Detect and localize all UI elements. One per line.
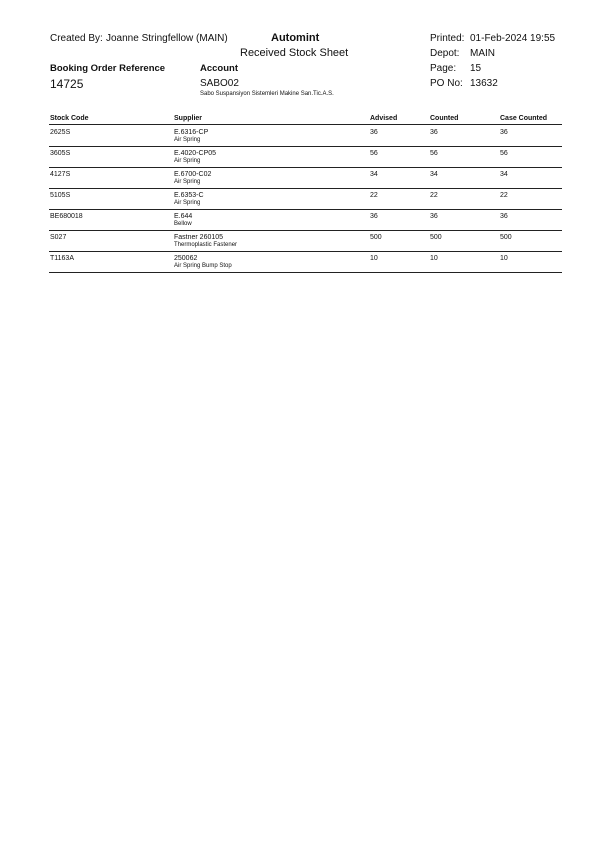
cell-description: Air Spring <box>174 137 201 143</box>
header-rule <box>49 124 562 125</box>
created-by-value: Joanne Stringfellow (MAIN) <box>106 33 228 44</box>
cell-case-counted: 10 <box>500 255 508 262</box>
cell-case-counted: 36 <box>500 213 508 220</box>
cell-advised: 36 <box>370 213 378 220</box>
cell-case-counted: 36 <box>500 129 508 136</box>
cell-stock-code: BE680018 <box>50 213 83 220</box>
cell-stock-code: S027 <box>50 234 67 241</box>
cell-description: Air Spring <box>174 200 201 206</box>
cell-advised: 10 <box>370 255 378 262</box>
page-value: 15 <box>470 63 482 74</box>
cell-counted: 56 <box>430 150 438 157</box>
printed-label: Printed: <box>430 33 465 44</box>
col-header-advised: Advised <box>370 115 398 122</box>
cell-description: Air Spring <box>174 158 201 164</box>
cell-advised: 56 <box>370 150 378 157</box>
printed-value: 01-Feb-2024 19:55 <box>470 33 556 44</box>
row-divider <box>49 272 562 273</box>
cell-description: Air Spring <box>174 179 201 185</box>
cell-description: Bellow <box>174 221 192 227</box>
col-header-case-counted: Case Counted <box>500 115 548 122</box>
cell-case-counted: 56 <box>500 150 508 157</box>
col-header-stock-code: Stock Code <box>50 115 89 122</box>
cell-description: Air Spring Bump Stop <box>174 263 232 269</box>
cell-counted: 500 <box>430 234 442 241</box>
cell-stock-code: 4127S <box>50 171 71 178</box>
row-divider <box>49 209 562 210</box>
cell-stock-code: T1163A <box>50 255 74 262</box>
cell-stock-code: 2625S <box>50 129 71 136</box>
company-name: Automint <box>271 32 320 44</box>
cell-supplier: E.6316-CP <box>174 129 209 136</box>
cell-advised: 36 <box>370 129 378 136</box>
cell-counted: 34 <box>430 171 438 178</box>
row-divider <box>49 251 562 252</box>
row-divider <box>49 146 562 147</box>
row-divider <box>49 230 562 231</box>
cell-advised: 500 <box>370 234 382 241</box>
cell-stock-code: 3605S <box>50 150 71 157</box>
document-title: Received Stock Sheet <box>240 47 349 59</box>
cell-advised: 34 <box>370 171 378 178</box>
cell-supplier: E.6353-C <box>174 192 204 199</box>
account-label: Account <box>200 63 238 74</box>
cell-supplier: 250062 <box>174 255 198 262</box>
cell-counted: 36 <box>430 129 438 136</box>
cell-counted: 22 <box>430 192 438 199</box>
created-by-label: Created By: <box>50 33 103 44</box>
cell-supplier: E.644 <box>174 213 193 220</box>
booking-ref-label: Booking Order Reference <box>50 63 166 74</box>
cell-counted: 36 <box>430 213 438 220</box>
cell-description: Thermoplastic Fastener <box>174 242 238 248</box>
col-header-counted: Counted <box>430 115 459 122</box>
cell-stock-code: 5105S <box>50 192 71 199</box>
row-divider <box>49 167 562 168</box>
po-label: PO No: <box>430 78 463 89</box>
cell-supplier: Fastner 260105 <box>174 234 224 241</box>
po-value: 13632 <box>470 78 498 89</box>
booking-ref-value: 14725 <box>50 77 84 91</box>
cell-counted: 10 <box>430 255 438 262</box>
cell-case-counted: 34 <box>500 171 508 178</box>
col-header-supplier: Supplier <box>174 115 203 122</box>
cell-case-counted: 500 <box>500 234 512 241</box>
account-name: Sabo Suspansiyon Sistemleri Makine San.Tic.A.S. <box>200 91 334 97</box>
cell-advised: 22 <box>370 192 378 199</box>
depot-value: MAIN <box>470 48 495 59</box>
row-divider <box>49 188 562 189</box>
cell-supplier: E.4020-CP05 <box>174 150 217 157</box>
cell-case-counted: 22 <box>500 192 508 199</box>
depot-label: Depot: <box>430 48 460 59</box>
page-label: Page: <box>430 63 457 74</box>
account-value: SABO02 <box>200 78 239 89</box>
cell-supplier: E.6700-C02 <box>174 171 212 178</box>
